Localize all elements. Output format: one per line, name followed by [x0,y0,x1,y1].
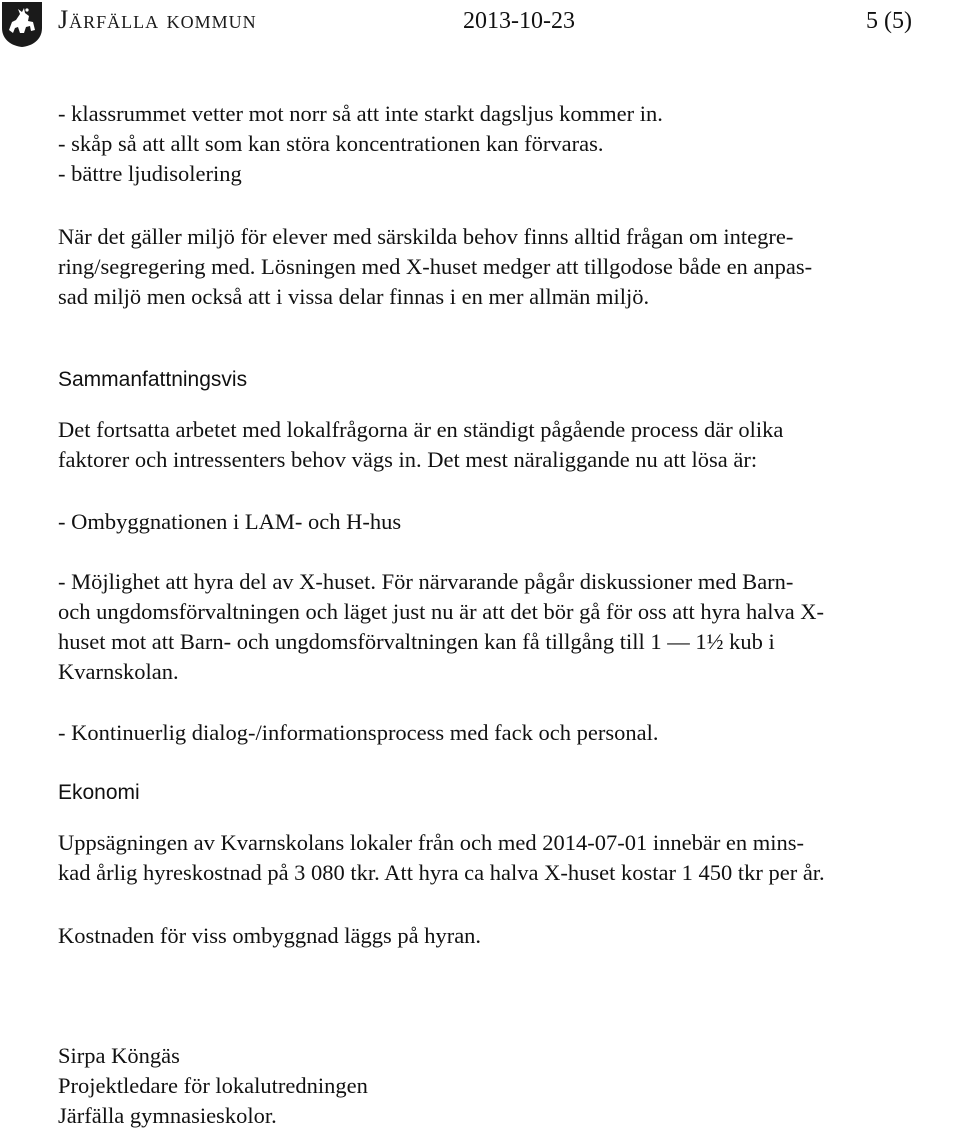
paragraph-line: sad miljö men också att i vissa delar finnas i en mer allmän miljö. [58,284,650,309]
list-item: - klassrummet vetter mot norr så att inte starkt dagsljus kommer in. [58,101,663,126]
paragraph-line: ring/segregering med. Lösningen med X-huset medger att tillgodose både en anpas- [58,254,813,279]
municipality-logo-icon [0,0,44,48]
municipality-name: Järfälla kommun [58,5,257,34]
list-item: huset mot att Barn- och ungdomsförvaltningen kan få tillgång till 1 — 1½ kub i [58,629,775,654]
list-item: - skåp så att allt som kan störa koncentrationen kan förvaras. [58,131,604,156]
signature-title: Projektledare för lokalutredningen [58,1073,368,1098]
list-item: - Ombyggnationen i LAM- och H-hus [58,509,402,534]
list-item: - Kontinuerlig dialog-/informationsprocess med fack och personal. [58,720,659,745]
list-item: och ungdomsförvaltningen och läget just nu är att det bör gå för oss att hyra halva X- [58,599,825,624]
section-heading: Sammanfattningsvis [58,368,248,391]
paragraph-line: faktorer och intressenters behov vägs in. Det mest näraliggande nu att lösa är: [58,447,758,472]
paragraph-line: Det fortsatta arbetet med lokalfrågorna är en ständigt pågående process där olika [58,417,784,442]
paragraph-line: Uppsägningen av Kvarnskolans lokaler från och med 2014-07-01 innebär en mins- [58,830,805,855]
signature-name: Sirpa Köngäs [58,1043,180,1068]
section-heading: Ekonomi [58,781,140,804]
list-item: - bättre ljudisolering [58,161,242,186]
document-date: 2013-10-23 [463,8,575,34]
page-header [0,0,960,52]
paragraph-line: Kostnaden för viss ombyggnad läggs på hyran. [58,923,482,948]
list-item: - Möjlighet att hyra del av X-huset. För närvarande pågår diskussioner med Barn- [58,569,794,594]
paragraph-line: När det gäller miljö för elever med särskilda behov finns alltid frågan om integre- [58,224,794,249]
paragraph-line: kad årlig hyreskostnad på 3 080 tkr. Att hyra ca halva X-huset kostar 1 450 tkr per år. [58,860,825,885]
signature-organization: Järfälla gymnasieskolor. [58,1103,277,1128]
page-number: 5 (5) [866,8,912,34]
list-item: Kvarnskolan. [58,659,179,684]
